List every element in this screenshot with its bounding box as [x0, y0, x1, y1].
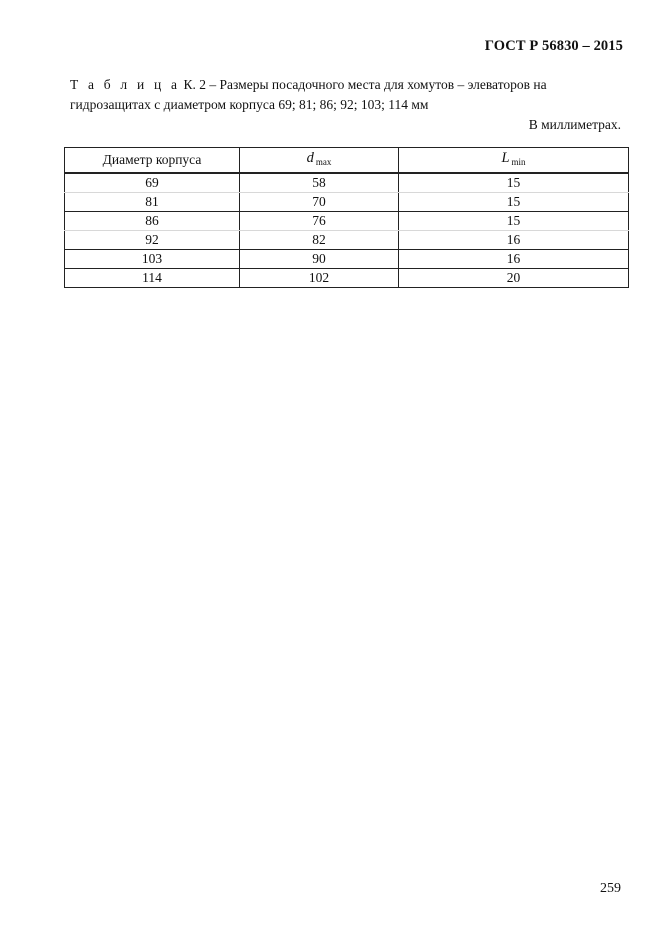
table-row: [65, 193, 629, 212]
cell-l-min: 15: [399, 212, 629, 231]
page-number: 259: [600, 881, 621, 896]
table-caption: [70, 75, 630, 115]
caption-line-1: [70, 75, 630, 95]
header-l-min-subscript: min: [511, 157, 526, 167]
cell-l-min: 15: [399, 173, 629, 193]
cell-l-min: 16: [399, 250, 629, 269]
cell-d-max: 102: [240, 269, 399, 288]
document-header: ГОСТ Р 56830 – 2015: [484, 38, 623, 54]
cell-d-max: 82: [240, 231, 399, 250]
table-row: [65, 212, 629, 231]
header-l-min: [399, 148, 629, 174]
cell-body-diameter: 92: [65, 231, 240, 250]
caption-label: Т а б л и ц а: [70, 77, 181, 92]
table-header-row: [65, 148, 629, 174]
cell-body-diameter: 81: [65, 193, 240, 212]
table-row: [65, 269, 629, 288]
cell-d-max: 58: [240, 173, 399, 193]
cell-body-diameter: 86: [65, 212, 240, 231]
table-row: [65, 231, 629, 250]
cell-l-min: 16: [399, 231, 629, 250]
header-l-min-symbol: L: [501, 150, 510, 166]
table-row: [65, 250, 629, 269]
header-d-max-symbol: d: [306, 150, 314, 166]
header-d-max: [240, 148, 399, 174]
cell-l-min: 20: [399, 269, 629, 288]
cell-l-min: 15: [399, 193, 629, 212]
cell-body-diameter: 69: [65, 173, 240, 193]
cell-d-max: 90: [240, 250, 399, 269]
caption-text-line-2: гидрозащитах с диаметром корпуса 69; 81; 86; 92; 103; 114 мм: [70, 97, 429, 112]
cell-d-max: 76: [240, 212, 399, 231]
dimensions-table: [64, 147, 629, 288]
header-d-max-subscript: max: [315, 157, 332, 167]
table-row: [65, 173, 629, 193]
units-note: В миллиметрах.: [528, 117, 621, 132]
caption-table-number: К. 2: [183, 77, 207, 92]
header-body-diameter-label: Диаметр корпуса: [102, 152, 202, 167]
cell-body-diameter: 114: [65, 269, 240, 288]
caption-text-line-1: – Размеры посадочного места для хомутов – элеваторов на: [209, 77, 547, 92]
cell-body-diameter: 103: [65, 250, 240, 269]
cell-d-max: 70: [240, 193, 399, 212]
header-body-diameter: [65, 148, 240, 174]
